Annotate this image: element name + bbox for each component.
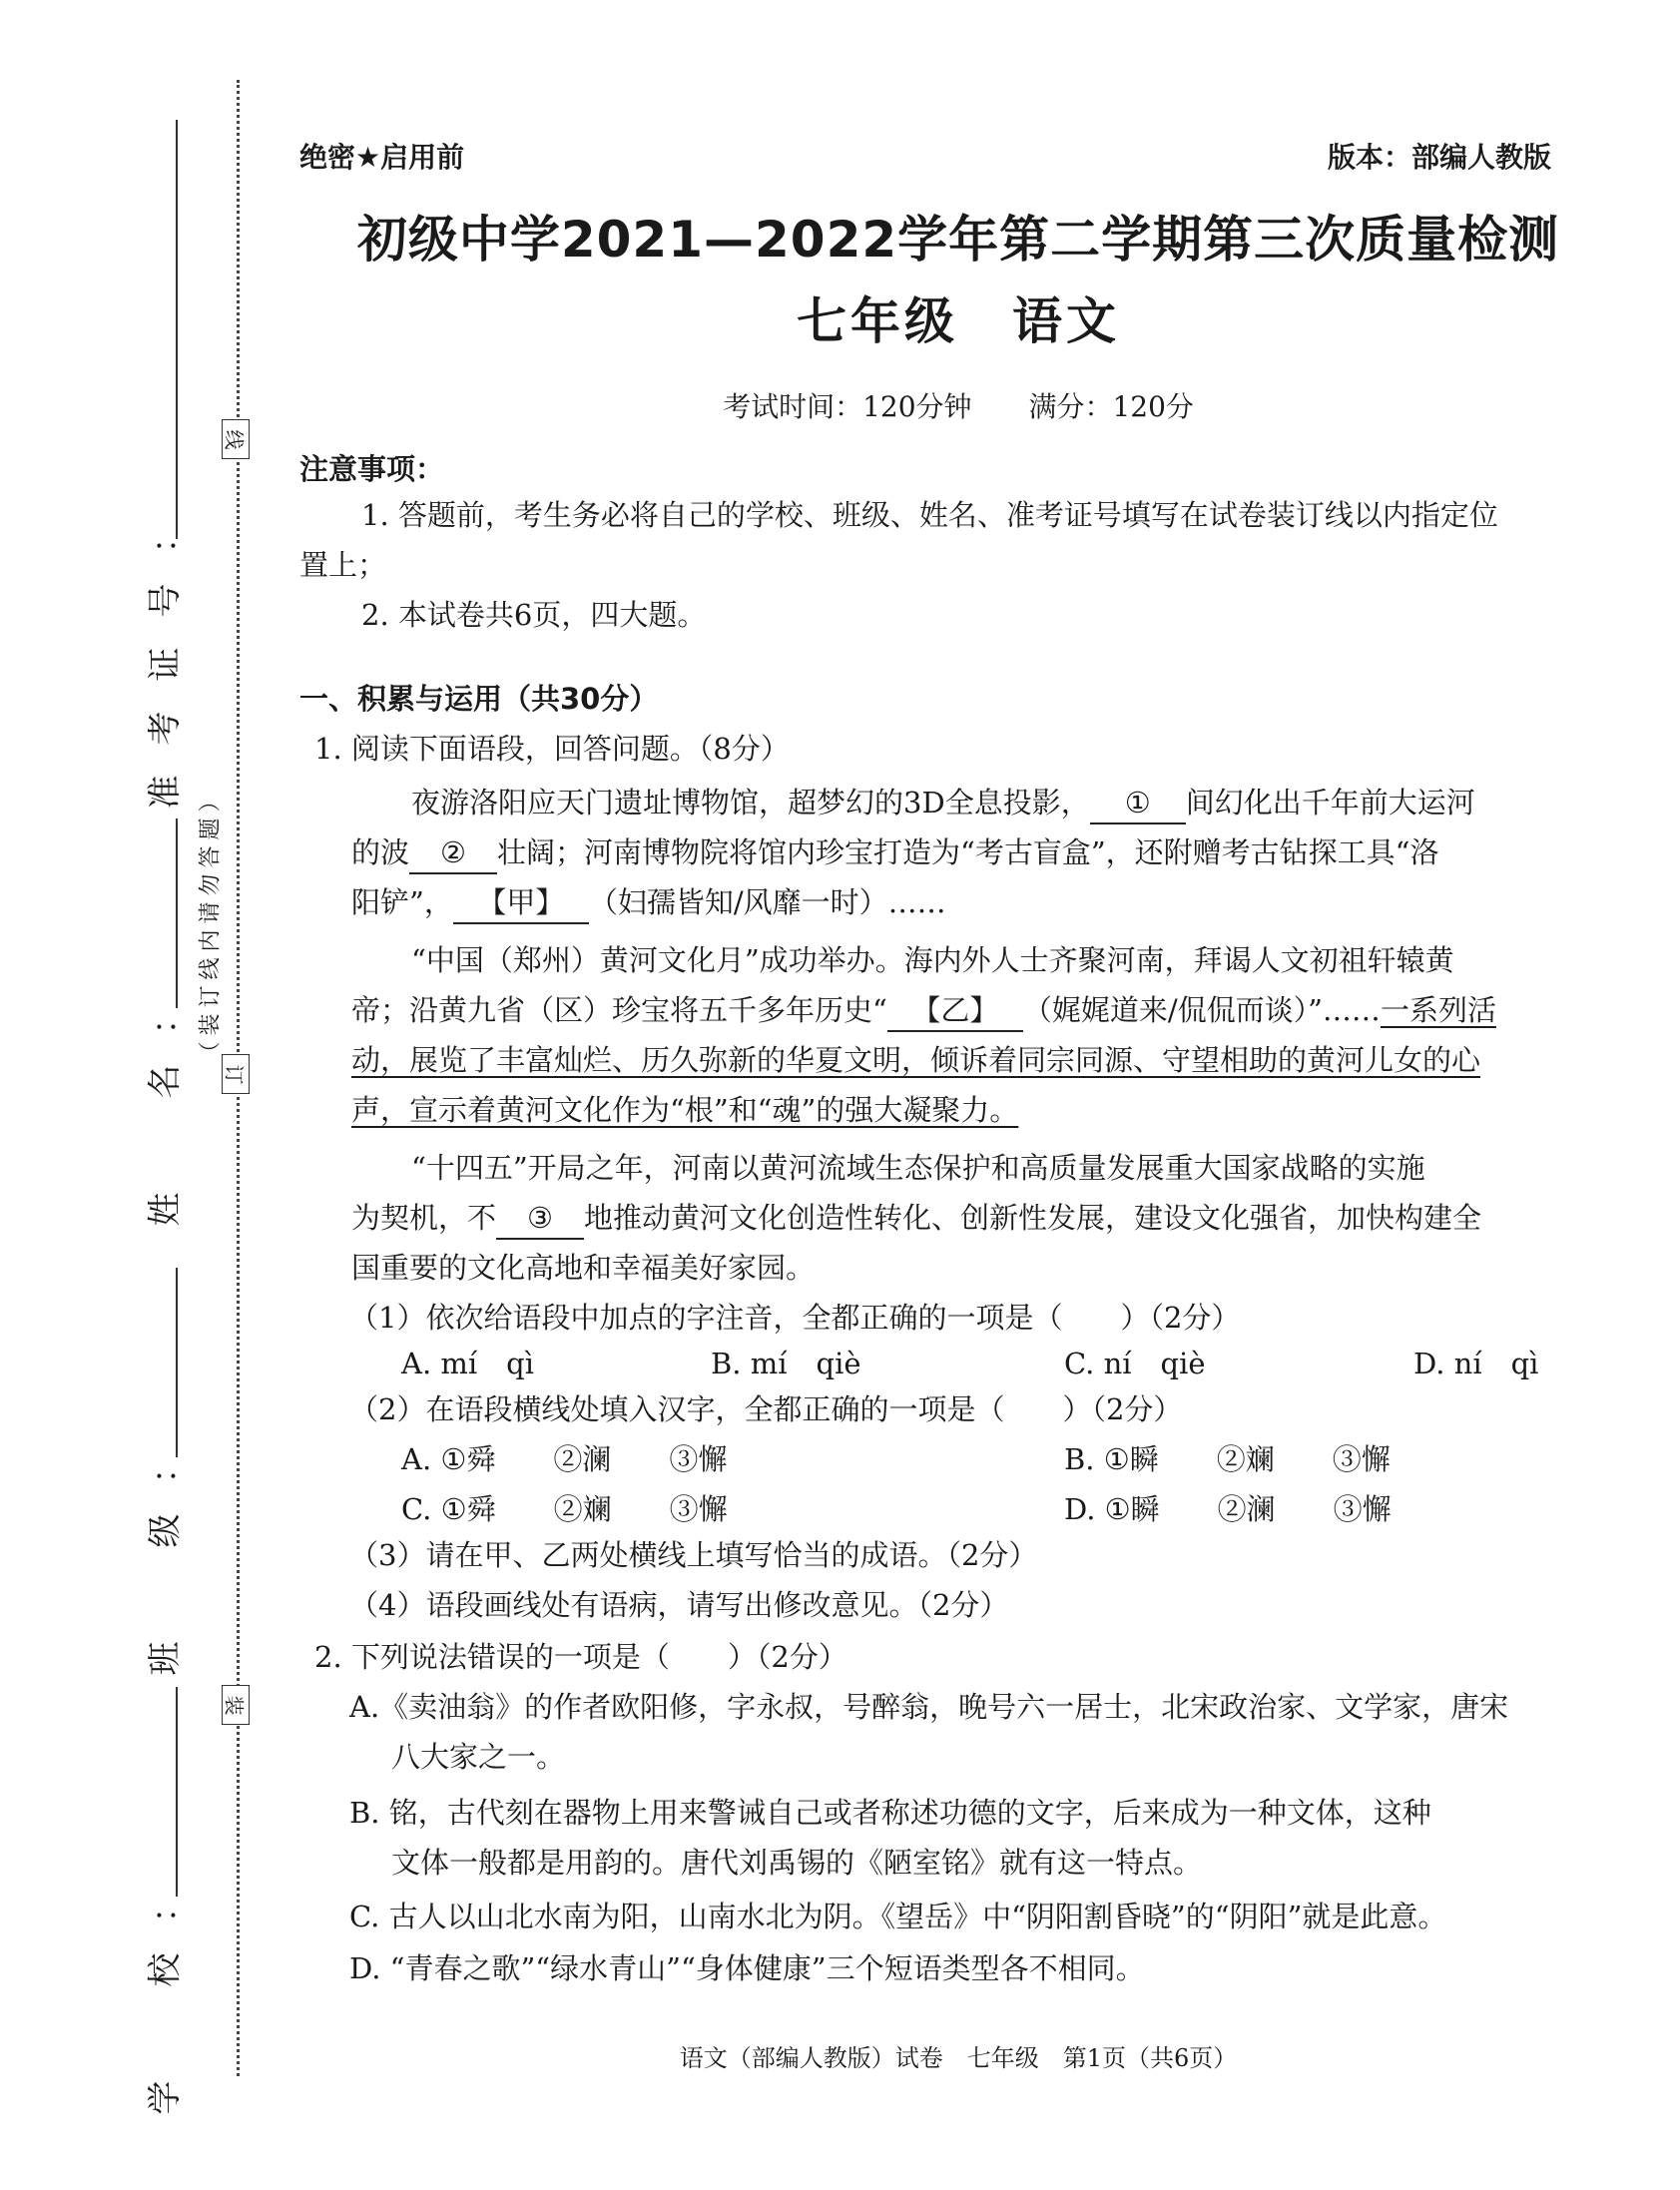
section1-heading: 一、积累与运用（共30分） (299, 682, 659, 716)
binding-box-ding: 订 (222, 1054, 250, 1094)
q1-sub1-option-b[interactable]: B. mí qiè (711, 1347, 861, 1380)
underlined-sentence-start: 一系列活 (1380, 993, 1496, 1027)
blank-1[interactable]: ① (1090, 783, 1186, 824)
exam-time: 考试时间：120分钟 (723, 390, 972, 423)
q2-option-b[interactable]: B. 铭，古代刻在器物上用来警诫自己或者称述功德的文字，后来成为一种文体，这种 (349, 1796, 1431, 1830)
q1-sub1-option-c[interactable]: C. ní qiè (1064, 1347, 1206, 1380)
q1-p1-line2: 的波 ② 壮阔；河南博物院将馆内珍宝打造为“考古盲盒”，还附赠考古钻探工具“洛 (351, 832, 1439, 874)
underlined-sentence-mid: 动，展览了丰富灿烂、历久弥新的华夏文明，倾诉着同宗同源、守望相助的黄河儿女的心 (351, 1043, 1481, 1077)
q1-sub2-option-d[interactable]: D. ①瞬 ②澜 ③懈 (1064, 1492, 1392, 1526)
q1-sub2-option-c[interactable]: C. ①舜 ②斓 ③懈 (401, 1492, 728, 1526)
field-ticket-label: 准考证号： (145, 489, 186, 809)
field-class-label: 班 级： (145, 1419, 186, 1675)
field-name-label: 姓 名： (145, 970, 186, 1226)
edition-label: 版本：部编人教版 (1328, 141, 1552, 174)
field-school-label: 学 校： (145, 1859, 186, 2114)
notice-item-1: 1. 答题前，考生务必将自己的学校、班级、姓名、准考证号填写在试卷装订线以内指定位 (361, 498, 1498, 532)
q1-sub1-option-a[interactable]: A. mí qì (401, 1347, 534, 1380)
exam-score: 满分：120分 (1028, 390, 1194, 423)
q1-p1-line1: 夜游洛阳应天门遗址博物馆，超梦幻的3D全息投影， ① 间幻化出千年前大运河 (411, 783, 1475, 824)
q2-option-d[interactable]: D. “青春之歌”“绿水青山”“身体健康”三个短语类型各不相同。 (349, 1951, 1145, 1985)
q1-sub1: （1）依次给语段中加点的字注音，全都正确的一项是（ ）（2分） (349, 1301, 1241, 1335)
q1-p3-line3: 国重要的文化高地和幸福美好家园。 (351, 1251, 816, 1285)
q1-sub1-option-d[interactable]: D. ní qì (1413, 1347, 1539, 1380)
q1-sub2: （2）在语段横线处填入汉字，全都正确的一项是（ ）（2分） (349, 1392, 1183, 1426)
notice-item-2: 2. 本试卷共6页，四大题。 (361, 598, 707, 632)
binding-note: （装订线内请勿答题） (198, 783, 224, 1064)
page-footer: 语文（部编人教版）试卷 七年级 第1页（共6页） (679, 2044, 1238, 2072)
binding-box-xian: 线 (222, 419, 250, 459)
exam-info (299, 385, 1617, 425)
blank-2[interactable]: ② (409, 832, 497, 874)
blank-yi[interactable]: 【乙】 (887, 990, 1023, 1032)
q2-stem: 2. 下列说法错误的一项是（ ）（2分） (314, 1640, 847, 1674)
field-school-line[interactable] (176, 1687, 178, 1897)
q1-p3-line1: “十四五”开局之年，河南以黄河流域生态保护和高质量发展重大国家战略的实施 (411, 1151, 1425, 1185)
q1-sub4: （4）语段画线处有语病，请写出修改意见。（2分） (349, 1588, 1009, 1622)
q1-p3-line2: 为契机，不 ③ 地推动黄河文化创造性转化、创新性发展，建设文化强省，加快构建全 (351, 1198, 1481, 1240)
q2-option-a-cont: 八大家之一。 (391, 1740, 566, 1774)
notice-heading: 注意事项： (299, 452, 445, 486)
q1-sub2-option-a[interactable]: A. ①舜 ②澜 ③懈 (401, 1442, 728, 1476)
secret-label: 绝密★启用前 (299, 141, 465, 174)
q2-option-c[interactable]: C. 古人以山北水南为阳，山南水北为阴。《望岳》中“阴阳割昏晓”的“阴阳”就是此意。 (349, 1900, 1447, 1933)
exam-title: 初级中学2021—2022学年第二学期第三次质量检测 (356, 211, 1560, 269)
notice-item-1-cont: 置上； (299, 548, 387, 582)
q2-option-b-cont: 文体一般都是用韵的。唐代刘禹锡的《陋室铭》就有这一特点。 (391, 1846, 1203, 1880)
field-class-line[interactable] (176, 1268, 178, 1457)
field-name-line[interactable] (176, 819, 178, 1008)
field-ticket-line[interactable] (176, 120, 178, 539)
q1-p2-line1: “中国（郑州）黄河文化月”成功举办。海内外人士齐聚河南，拜谒人文初祖轩辕黄 (411, 943, 1454, 977)
exam-subtitle: 七年级 语文 (797, 292, 1120, 350)
q1-p1-line3: 阳铲”， 【甲】 （妇孺皆知/风靡一时）…… (351, 882, 946, 924)
blank-jia[interactable]: 【甲】 (453, 882, 589, 924)
q1-p2-line2: 帝；沿黄九省（区）珍宝将五千多年历史“ 【乙】 （娓娓道来/侃侃而谈）”……一系列活 (351, 990, 1496, 1032)
q1-sub2-option-b[interactable]: B. ①瞬 ②斓 ③懈 (1064, 1442, 1391, 1476)
q2-option-a[interactable]: A.《卖油翁》的作者欧阳修，字永叔，号醉翁，晚号六一居士，北宋政治家、文学家，唐宋 (349, 1690, 1509, 1724)
blank-3[interactable]: ③ (496, 1198, 584, 1240)
underlined-sentence-end: 声，宣示着黄河文化作为“根”和“魂”的强大凝聚力。 (351, 1093, 1019, 1127)
binding-box-zhuang: 装 (222, 1685, 250, 1725)
q1-stem: 1. 阅读下面语段，回答问题。（8分） (314, 732, 790, 766)
q1-sub3: （3）请在甲、乙两处横线上填写恰当的成语。（2分） (349, 1538, 1038, 1572)
